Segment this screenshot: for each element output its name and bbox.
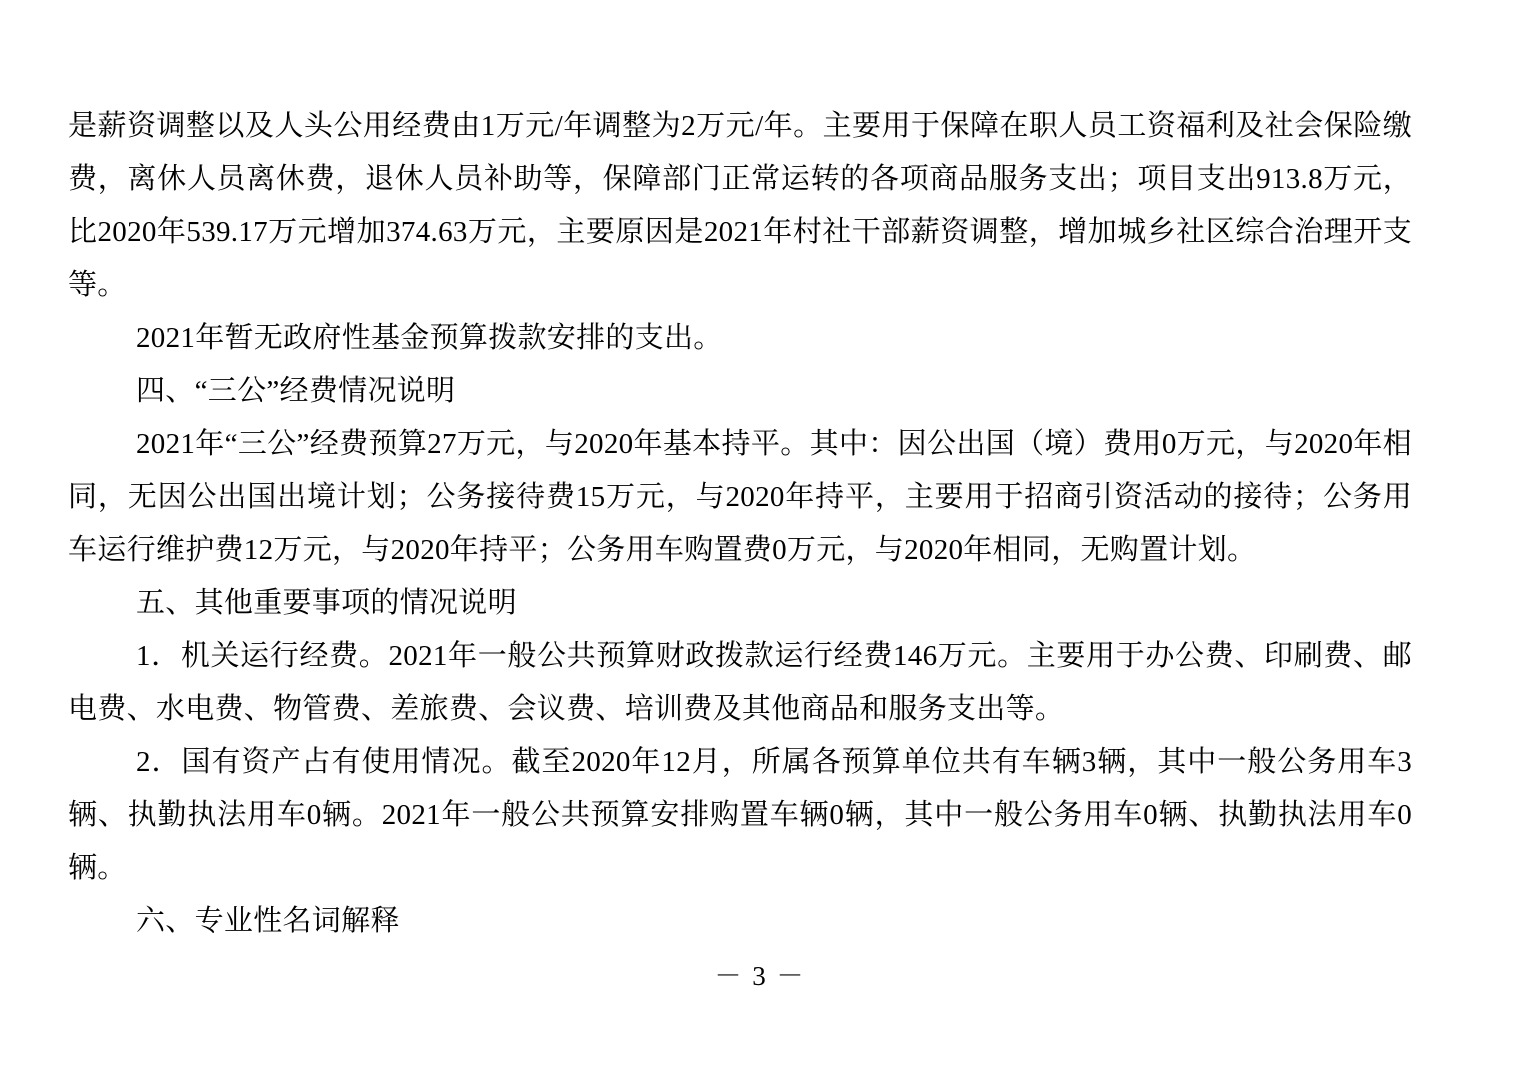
document-body [68, 100, 1412, 948]
paragraph-three-public-expenses: 2021年“三公”经费预算27万元，与2020年基本持平。其中：因公出国（境）费用0万元，与2020年相同，无因公出国出境计划；公务接待费15万元，与2020年持平，主要用于招商引资活动的接待；公务用车运行维护费12万元，与2020年持平；公务用车购置费0万元，与2020年相同，无购置计划。 [68, 428, 1412, 566]
paragraph-no-government-fund: 2021年暂无政府性基金预算拨款安排的支出。 [136, 322, 723, 354]
paragraph-state-owned-assets: 2．国有资产占有使用情况。截至2020年12月，所属各预算单位共有车辆3辆，其中一般公务用车3辆、执勤执法用车0辆。2021年一般公共预算安排购置车辆0辆，其中一般公务用车0辆、执勤执法用车0辆。 [68, 746, 1412, 884]
page-number: － 3 － [714, 961, 806, 991]
section-heading-four: 四、“三公”经费情况说明 [136, 375, 456, 407]
section-heading-five: 五、其他重要事项的情况说明 [136, 587, 517, 619]
paragraph-agency-operating-expenses: 1．机关运行经费。2021年一般公共预算财政拨款运行经费146万元。主要用于办公费、印刷费、邮电费、水电费、物管费、差旅费、会议费、培训费及其他商品和服务支出等。 [68, 640, 1412, 725]
paragraph-continued: 是薪资调整以及人头公用经费由1万元/年调整为2万元/年。主要用于保障在职人员工资福利及社会保险缴费，离休人员离休费，退休人员补助等，保障部门正常运转的各项商品服务支出；项目支出913.8万元，比2020年539.17万元增加374.63万元，主要原因是2021年村社干部薪资调整，增加城乡社区综合治理开支等。 [68, 110, 1412, 301]
section-heading-six: 六、专业性名词解释 [136, 905, 400, 937]
